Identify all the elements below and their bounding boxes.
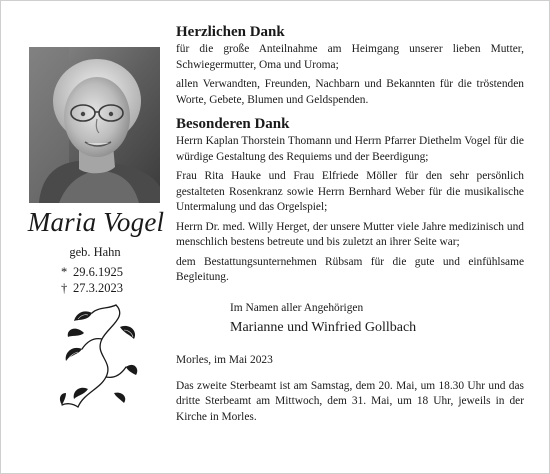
special-thanks-heading: Besonderen Dank <box>176 116 290 132</box>
special-thanks-paragraph-2: Frau Rita Hauke und Frau Elfriede Möller für den sehr persönlich gestalteten Rosenkranz sowie Herrn Bernhard Weber für die musikalische Untermalung und das Orgelspiel; <box>176 170 524 213</box>
portrait-photo <box>29 47 160 203</box>
death-cross-icon: † <box>61 281 68 295</box>
special-thanks-paragraph-1: Herrn Kaplan Thorstein Thomann und Herrn Pfarrer Diethelm Vogel für die würdige Gestaltung des Requiems und der Beerdigung; <box>176 135 524 163</box>
birth-date: 29.6.1925 <box>73 265 123 279</box>
signature-block <box>176 300 524 337</box>
birth-star-icon: * <box>61 265 68 279</box>
life-dates <box>61 264 123 296</box>
birth-row <box>61 264 123 280</box>
signature-intro: Im Namen aller Angehörigen <box>230 301 364 314</box>
death-date: 27.3.2023 <box>73 281 123 295</box>
ivy-vine-icon <box>58 303 140 409</box>
special-thanks-paragraph-3: Herrn Dr. med. Willy Herget, der unsere Mutter viele Jahre medizinisch und menschlich bestens betreute und bis zuletzt an ihrer Seite war; <box>176 220 524 248</box>
thanks-paragraph-2: allen Verwandten, Freunden, Nachbarn und Bekannten für die tröstenden Worte, Gebete, Blumen und Geldspenden. <box>176 78 524 106</box>
place-date: Morles, im Mai 2023 <box>176 353 273 366</box>
maiden-name: geb. Hahn <box>69 245 121 259</box>
signature-names: Marianne und Winfried Gollbach <box>230 319 417 335</box>
special-thanks-paragraph-4: dem Bestattungsunternehmen Rübsam für die gute und einfühlsame Begleitung. <box>176 255 524 283</box>
text-column <box>176 22 524 425</box>
deceased-name: Maria Vogel <box>27 207 165 237</box>
thanks-paragraph-1: für die große Anteilnahme am Heimgang unserer lieben Mutter, Schwiegermutter, Oma und Uroma; <box>176 43 524 71</box>
death-row <box>61 280 123 296</box>
thanks-heading: Herzlichen Dank <box>176 24 285 40</box>
service-notice: Das zweite Sterbeamt ist am Samstag, dem 20. Mai, um 18.30 Uhr und das dritte Sterbeamt am Mittwoch, dem 31. Mai, um 18 Uhr, jeweils in der Kirche in Morles. <box>176 379 524 423</box>
